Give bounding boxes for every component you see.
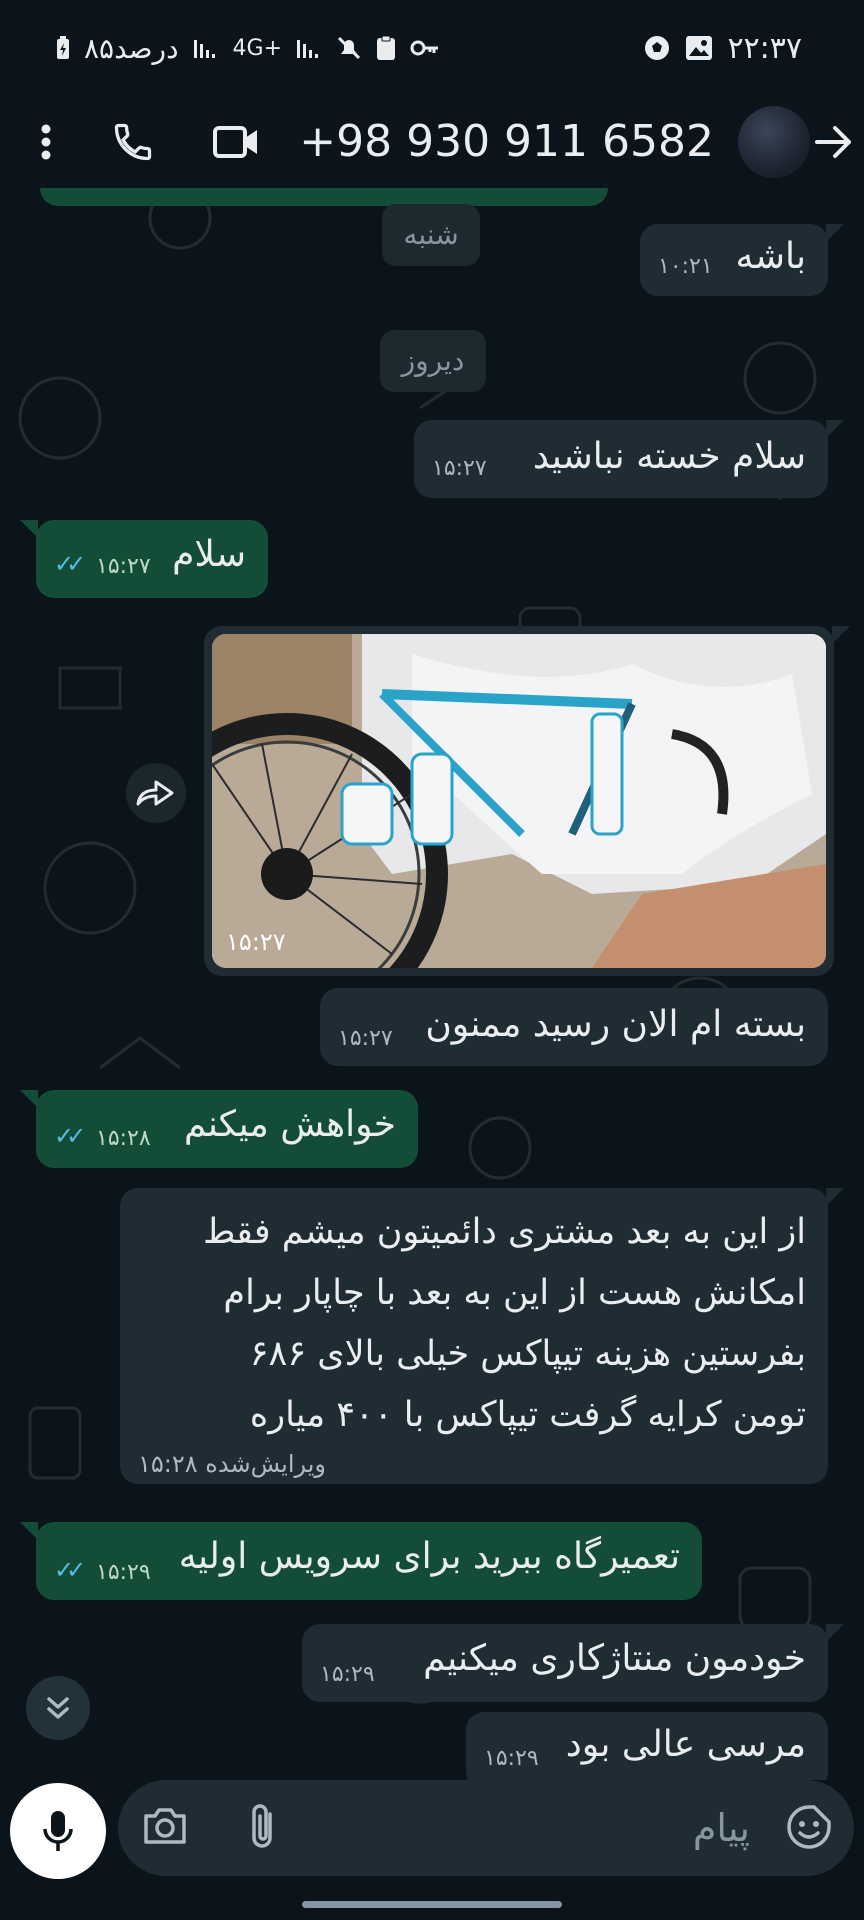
message-text: خودمون منتاژکاری میکنیم: [423, 1638, 806, 1679]
status-left: [56, 32, 440, 65]
message-incoming[interactable]: [466, 1712, 828, 1780]
message-bubble-partial[interactable]: [40, 188, 608, 206]
football-icon: [643, 34, 671, 62]
mute-icon: [336, 35, 362, 61]
message-time: ویرایش‌شده ۱۵:۲۸: [138, 1450, 327, 1478]
forward-icon: [136, 778, 176, 808]
status-right: [643, 31, 802, 66]
sticker-button[interactable]: [786, 1804, 834, 1852]
chat-header: [0, 96, 864, 188]
phone-icon: [111, 120, 155, 164]
more-vert-icon: [41, 124, 51, 160]
image-thumbnail[interactable]: [212, 634, 826, 968]
message-text: تعمیرگاه ببرید برای سرویس اولیه: [178, 1536, 680, 1577]
bubble-tail: [826, 1188, 844, 1206]
message-incoming[interactable]: [640, 224, 828, 296]
message-time: ۱۵:۲۹: [320, 1662, 375, 1687]
voice-call-button[interactable]: [108, 96, 158, 188]
attach-button[interactable]: [246, 1802, 286, 1854]
microphone-icon: [41, 1809, 75, 1853]
message-text: باشه: [735, 236, 806, 277]
read-receipt-icon: ✓✓: [54, 1122, 79, 1150]
message-text: سلام خسته نباشید: [532, 436, 806, 477]
camera-button[interactable]: [142, 1804, 190, 1852]
message-incoming-long[interactable]: [120, 1188, 828, 1484]
image-message[interactable]: [204, 626, 834, 976]
battery-level: ۸۵درصد: [84, 31, 179, 65]
message-time: ۱۵:۲۷: [96, 554, 151, 579]
image-time: ۱۵:۲۷: [226, 928, 286, 956]
sticker-icon: [786, 1804, 832, 1850]
network-type: 4G+: [232, 35, 283, 61]
bubble-tail: [832, 626, 850, 644]
message-text: خواهش میکنم: [183, 1104, 396, 1145]
video-call-button[interactable]: [210, 96, 262, 188]
message-input[interactable]: پیام: [692, 1806, 750, 1850]
gallery-icon: [685, 35, 713, 61]
message-incoming[interactable]: [414, 420, 828, 498]
message-text: بسته ام الان رسید ممنون: [425, 1004, 806, 1045]
message-composer[interactable]: [118, 1780, 854, 1876]
message-text: سلام: [172, 534, 246, 575]
attach-icon: [246, 1802, 280, 1852]
message-text: از این به بعد مشتری دائمیتون میشم فقط امکانش هست از این به بعد با چاپار برام بفرستین هزینه تیپاکس خیلی بالای ۶۸۶ تومن کرایه گرفت تیپاکس با ۴۰۰ میاره: [202, 1212, 806, 1435]
date-chip-yesterday: دیروز: [380, 330, 486, 392]
home-handle[interactable]: [302, 1901, 562, 1908]
message-time: ۱۵:۲۷: [338, 1026, 393, 1051]
scroll-down-button[interactable]: [26, 1676, 90, 1740]
video-call-icon: [212, 124, 260, 160]
clock-time: ۲۲:۳۷: [727, 30, 802, 66]
signal-icon-2: [296, 36, 322, 60]
key-icon: [410, 38, 440, 58]
message-outgoing[interactable]: [36, 520, 268, 598]
signal-icon: [193, 36, 219, 60]
message-time: ۱۵:۲۸: [96, 1126, 151, 1151]
date-chip-saturday: شنبه: [382, 204, 480, 266]
message-incoming[interactable]: [320, 988, 828, 1066]
back-arrow-icon: [815, 125, 853, 159]
message-time: ۱۵:۲۹: [484, 1746, 539, 1771]
scroll-down-icon: [43, 1693, 73, 1723]
status-bar: [0, 0, 864, 96]
clipboard-icon: [376, 35, 396, 61]
navigation-bar: [0, 1880, 864, 1920]
message-time: ۱۰:۲۱: [658, 254, 713, 279]
read-receipt-icon: ✓✓: [54, 1556, 79, 1584]
more-options-button[interactable]: [28, 96, 64, 188]
chat-area[interactable]: [0, 188, 864, 1780]
camera-icon: [142, 1804, 188, 1846]
message-time: ۱۵:۲۷: [432, 456, 487, 481]
message-text: مرسی عالی بود: [565, 1724, 806, 1765]
bicycle-photo: [212, 634, 826, 968]
message-incoming[interactable]: [302, 1624, 828, 1702]
voice-record-button[interactable]: [10, 1783, 106, 1879]
contact-name[interactable]: +98 930 911 6582: [299, 116, 714, 167]
bubble-tail: [826, 1624, 844, 1642]
bubble-tail: [826, 224, 844, 242]
message-outgoing[interactable]: [36, 1090, 418, 1168]
battery-icon: [56, 36, 70, 60]
avatar[interactable]: [738, 106, 810, 178]
read-receipt-icon: ✓✓: [54, 550, 79, 578]
forward-button[interactable]: [126, 763, 186, 823]
message-time: ۱۵:۲۹: [96, 1560, 151, 1585]
back-button[interactable]: [814, 96, 854, 188]
message-outgoing[interactable]: [36, 1522, 702, 1600]
bubble-tail: [826, 420, 844, 438]
